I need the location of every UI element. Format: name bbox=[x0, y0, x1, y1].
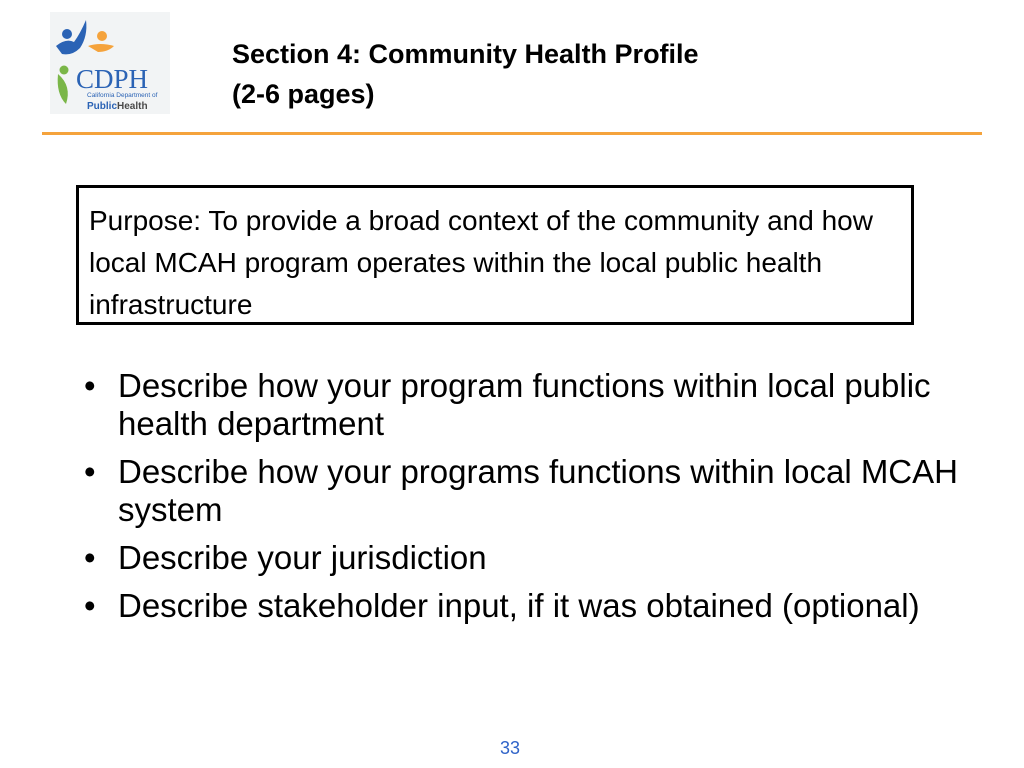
logo-public-health-text: PublicHealth bbox=[87, 101, 148, 112]
bullet-marker: • bbox=[84, 453, 96, 490]
cdph-logo-graphic bbox=[50, 12, 170, 114]
purpose-text: Purpose: To provide a broad context of the community and how local MCAH program operates within the local public health infrastructure bbox=[89, 205, 873, 320]
page-number: 33 bbox=[500, 738, 521, 758]
bullet-text: Describe how your program functions within local public health department bbox=[118, 367, 931, 442]
bullet-marker: • bbox=[84, 539, 96, 576]
list-item bbox=[84, 587, 964, 625]
slide-title bbox=[232, 34, 699, 114]
bullet-text: Describe how your programs functions within local MCAH system bbox=[118, 453, 958, 528]
slide-title-line-2: (2-6 pages) bbox=[232, 79, 375, 109]
bullet-marker: • bbox=[84, 587, 96, 624]
list-item bbox=[84, 539, 964, 577]
bullet-text: Describe stakeholder input, if it was obtained (optional) bbox=[118, 587, 920, 624]
bullet-marker: • bbox=[84, 367, 96, 404]
list-item bbox=[84, 367, 964, 443]
cdph-logo bbox=[50, 12, 170, 114]
purpose-box bbox=[76, 185, 914, 325]
logo-wordmark: CDPH bbox=[76, 64, 149, 94]
logo-department-text: California Department of bbox=[87, 92, 158, 99]
bullet-list bbox=[84, 367, 964, 635]
slide-title-line-1: Section 4: Community Health Profile bbox=[232, 39, 699, 69]
list-item bbox=[84, 453, 964, 529]
header-divider bbox=[42, 132, 982, 135]
bullet-text: Describe your jurisdiction bbox=[118, 539, 487, 576]
